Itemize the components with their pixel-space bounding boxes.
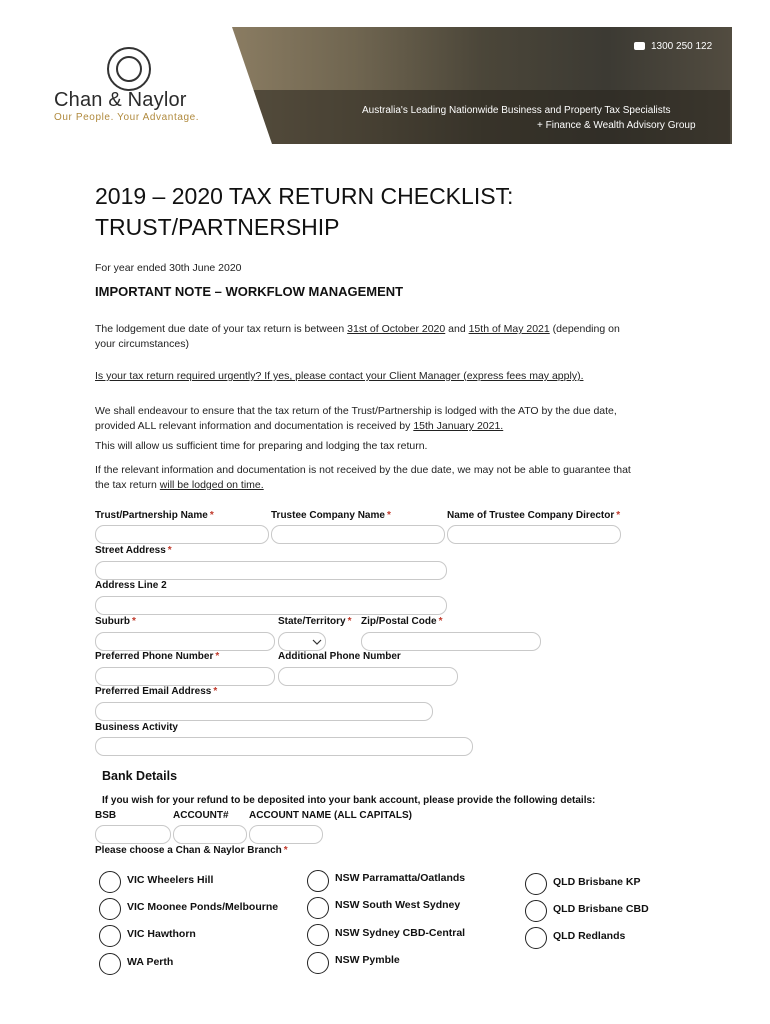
radio-qld-brisbane-cbd[interactable] [525, 900, 547, 922]
street-input[interactable] [95, 561, 447, 580]
p4-line1: If the relevant information and documentation is not received by the due date, we may not be able to guarantee that [95, 464, 631, 476]
email-input[interactable] [95, 702, 433, 721]
label-activity: Business Activity [95, 722, 178, 733]
p2-date: 15th January 2021. [413, 420, 504, 432]
label-trust-name: Trust/Partnership Name * [95, 510, 214, 521]
banner-shade [250, 90, 730, 144]
account-name-input[interactable] [249, 825, 323, 844]
branch-label: NSW South West Sydney [335, 899, 461, 911]
paragraph-lodge [95, 404, 695, 434]
paragraph-time: This will allow us sufficient time for preparing and lodging the tax return. [95, 440, 428, 452]
banner-wedge [232, 27, 272, 144]
zip-input[interactable] [361, 632, 541, 651]
year-ended: For year ended 30th June 2020 [95, 262, 242, 274]
p1-date2: 15th of May 2021 [468, 323, 550, 335]
p4-underlined: will be lodged on time. [159, 479, 264, 491]
phone-icon [634, 42, 645, 50]
branch-label: QLD Brisbane CBD [553, 903, 649, 915]
paragraph-guarantee [95, 463, 695, 493]
title-line-2: TRUST/PARTNERSHIP [95, 214, 340, 240]
label-trustee-director: Name of Trustee Company Director * [447, 510, 621, 521]
label-trustee-company: Trustee Company Name * [271, 510, 391, 521]
p1-date1: 31st of October 2020 [347, 323, 446, 335]
branch-label: NSW Sydney CBD-Central [335, 927, 466, 939]
p1-text: The lodgement due date of your tax return is between [95, 323, 348, 335]
label-phone: Preferred Phone Number * [95, 651, 220, 662]
brand-tagline: Our People. Your Advantage. [54, 112, 200, 123]
radio-vic-moonee-ponds[interactable] [99, 898, 121, 920]
branch-label: VIC Moonee Ponds/Melbourne [127, 901, 279, 913]
label-account: ACCOUNT# [173, 810, 229, 821]
activity-input[interactable] [95, 737, 473, 756]
branch-label: VIC Wheelers Hill [127, 874, 214, 886]
branch-label: QLD Redlands [553, 930, 626, 942]
label-state: State/Territory * [278, 616, 352, 627]
radio-nsw-parramatta[interactable] [307, 870, 329, 892]
banner-tagline-2: + Finance & Wealth Advisory Group [537, 120, 696, 131]
label-zip: Zip/Postal Code * [361, 616, 443, 627]
banner-tagline-1: Australia's Leading Nationwide Business and Property Tax Specialists [362, 105, 671, 116]
p2-line1: We shall endeavour to ensure that the tax return of the Trust/Partnership is lodged with the ATO by the due date, [95, 405, 617, 417]
label-street: Street Address * [95, 545, 172, 556]
brand-name: Chan & Naylor [54, 89, 187, 111]
page-title [95, 181, 513, 243]
header-phone [634, 41, 712, 52]
branch-label: NSW Parramatta/Oatlands [335, 872, 466, 884]
branch-label: WA Perth [127, 956, 174, 968]
trustee-company-input[interactable] [271, 525, 445, 544]
branch-label: QLD Brisbane KP [553, 876, 641, 888]
radio-vic-wheelers-hill[interactable] [99, 871, 121, 893]
p2-line2: provided ALL relevant information and documentation is received by [95, 420, 414, 432]
note-heading: IMPORTANT NOTE – WORKFLOW MANAGEMENT [95, 284, 404, 299]
label-bsb: BSB [95, 810, 117, 821]
phone-number: 1300 250 122 [651, 41, 713, 52]
label-phone2: Additional Phone Number [278, 651, 401, 662]
label-branch: Please choose a Chan & Naylor Branch * [95, 845, 288, 856]
phone2-input[interactable] [278, 667, 458, 686]
state-select[interactable] [278, 632, 326, 651]
radio-wa-perth[interactable] [99, 953, 121, 975]
p1-line2: your circumstances) [95, 338, 189, 350]
radio-qld-brisbane-kp[interactable] [525, 873, 547, 895]
radio-qld-redlands[interactable] [525, 927, 547, 949]
label-address2: Address Line 2 [95, 580, 167, 591]
paragraph-due-date [95, 322, 695, 352]
branch-label: VIC Hawthorn [127, 928, 196, 940]
bsb-input[interactable] [95, 825, 171, 844]
p1-tail: (depending on [549, 323, 620, 335]
p1-and: and [445, 323, 469, 335]
address2-input[interactable] [95, 596, 447, 615]
radio-nsw-south-west-sydney[interactable] [307, 897, 329, 919]
urgent-note [95, 369, 695, 384]
logo-mark-inner [116, 56, 142, 82]
radio-nsw-pymble[interactable] [307, 952, 329, 974]
label-account-name: ACCOUNT NAME (ALL CAPITALS) [249, 810, 412, 821]
trustee-director-input[interactable] [447, 525, 621, 544]
chevron-down-icon [312, 639, 322, 645]
label-email: Preferred Email Address * [95, 686, 218, 697]
radio-nsw-sydney-cbd[interactable] [307, 924, 329, 946]
title-line-1: 2019 – 2020 TAX RETURN CHECKLIST: [95, 183, 514, 209]
bank-heading: Bank Details [102, 769, 178, 783]
phone-input[interactable] [95, 667, 275, 686]
account-input[interactable] [173, 825, 247, 844]
suburb-input[interactable] [95, 632, 275, 651]
branch-label: NSW Pymble [335, 954, 400, 966]
label-suburb: Suburb * [95, 616, 136, 627]
p4-line2: the tax return [95, 479, 160, 491]
radio-vic-hawthorn[interactable] [99, 925, 121, 947]
trust-name-input[interactable] [95, 525, 269, 544]
urgent-text: Is your tax return required urgently? If yes, please contact your Client Manager (express fees may apply). [95, 370, 584, 382]
bank-intro: If you wish for your refund to be deposited into your bank account, please provide the following details: [102, 795, 596, 806]
